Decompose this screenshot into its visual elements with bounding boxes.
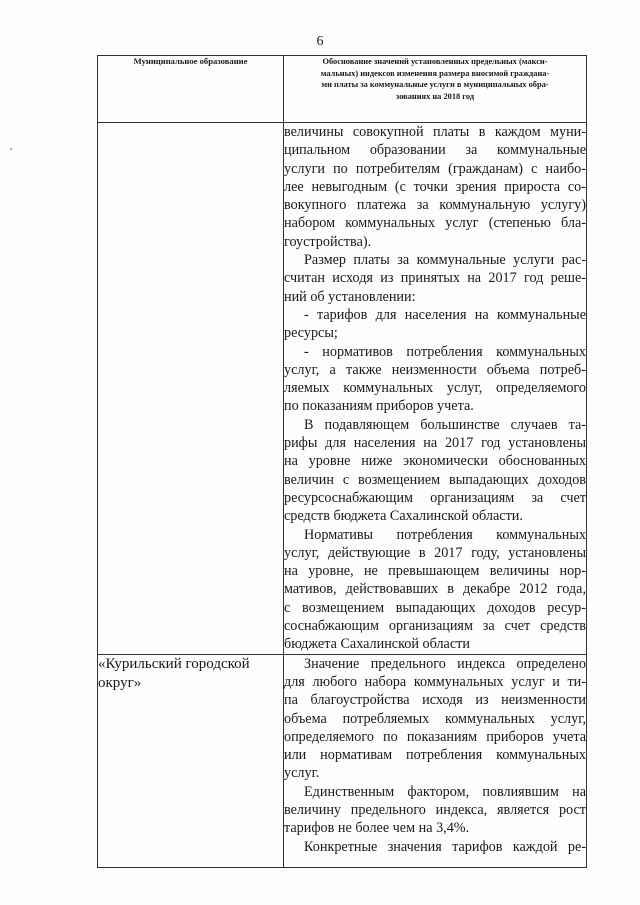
text-line: услуг, действующие в 2017 году, установлены: [284, 544, 586, 561]
municipality-cell: [98, 654, 284, 867]
header-justification-line: Обоснование значений установленных предельных (макси-: [322, 57, 548, 66]
text-line: объема потребляемых коммунальных услуг,: [284, 710, 586, 727]
table-row: [98, 123, 587, 655]
text-line: Значение предельного индекса определено: [304, 655, 586, 672]
justification-cell: [284, 123, 587, 655]
text-line: или нормативам потребления коммунальных: [284, 747, 586, 764]
text-line: ляемых коммунальных услуг, определяемого: [284, 380, 586, 397]
text-line: па благоустройства исходя из неизменности: [284, 692, 586, 709]
page-number: 6: [316, 34, 324, 49]
table-header-row: [98, 56, 587, 123]
text-line: Единственным фактором, повлиявшим на: [304, 783, 586, 800]
text-line: на уровне ниже экономически обоснованных: [284, 453, 586, 470]
text-line: на уровне, не превышающем величины нор-: [284, 563, 586, 580]
text-line: величину предельного индекса, является рост: [284, 801, 586, 818]
header-municipality: Муниципальное образование: [98, 56, 284, 123]
text-line: мативов, действовавших в декабре 2012 года,: [284, 581, 586, 598]
text-line: величины совокупной платы в каждом муни-: [284, 124, 586, 140]
text-line: Размер платы за коммунальные услуги рас-: [304, 252, 586, 269]
text-line: - нормативов потребления коммунальных: [304, 343, 586, 360]
text-line: тарифов не более чем на 3,4%.: [284, 820, 470, 837]
justification-cell: [284, 654, 587, 867]
text-line: набором коммунальных услуг (степенью бла-: [284, 215, 586, 232]
text-line: определяемого по показаниям приборов учета: [284, 728, 586, 745]
text-line: ресурсоснабжающим организациям за счет: [284, 489, 586, 506]
municipality-cell: [98, 123, 284, 655]
table-row: [98, 654, 587, 867]
header-justification: [284, 56, 587, 123]
text-line: средств бюджета Сахалинской области.: [284, 508, 523, 525]
text-line: ресурсы;: [284, 325, 338, 342]
scan-speck: [10, 148, 12, 150]
header-justification-line: зованиях на 2018 год: [395, 91, 475, 101]
text-line: - тарифов для населения на коммунальные: [304, 306, 586, 323]
text-line: бюджета Сахалинской области: [284, 636, 470, 653]
text-line: с возмещением выпадающих доходов ресур-: [284, 599, 586, 616]
text-line: Нормативы потребления коммунальных: [304, 526, 586, 543]
text-line: Конкретные значения тарифов каждой ре-: [304, 838, 586, 855]
text-line: услуг, а также неизменности объема потреб-: [284, 361, 586, 378]
text-line: считан исходя из принятых на 2017 год реше-: [284, 270, 586, 287]
header-justification-line: ми платы за коммунальные услуги в муниципальных обра-: [321, 80, 549, 89]
municipality-name-line: «Курильский городской: [98, 655, 250, 672]
text-line: для любого набора коммунальных услуг и ти-: [284, 673, 586, 690]
text-line: В подавляющем большинстве случаев та-: [304, 416, 586, 433]
text-line: соснабжающим организациям за счет средств: [284, 618, 586, 635]
text-line: услуг.: [284, 765, 320, 782]
text-line: рифы для населения на 2017 год установлены: [284, 435, 586, 452]
text-line: услуги по потребителям (гражданам) с наибо-: [284, 160, 586, 177]
text-line: по показаниям приборов учета.: [284, 398, 474, 415]
text-line: гоустройства).: [284, 233, 372, 250]
text-line: ципальном образовании за коммунальные: [284, 142, 586, 159]
text-line: величин с возмещением выпадающих доходов: [284, 471, 586, 488]
text-line: лее невыгодным (с точки зрения прироста со-: [284, 178, 586, 195]
text-line: ний об установлении:: [284, 288, 416, 305]
justification-table: [97, 55, 587, 868]
text-line: вокупного платежа за коммунальную услугу): [284, 197, 586, 214]
header-justification-line: мальных) индексов изменения размера вносимой граждана-: [320, 68, 550, 78]
municipality-name-line: округ»: [98, 674, 142, 691]
